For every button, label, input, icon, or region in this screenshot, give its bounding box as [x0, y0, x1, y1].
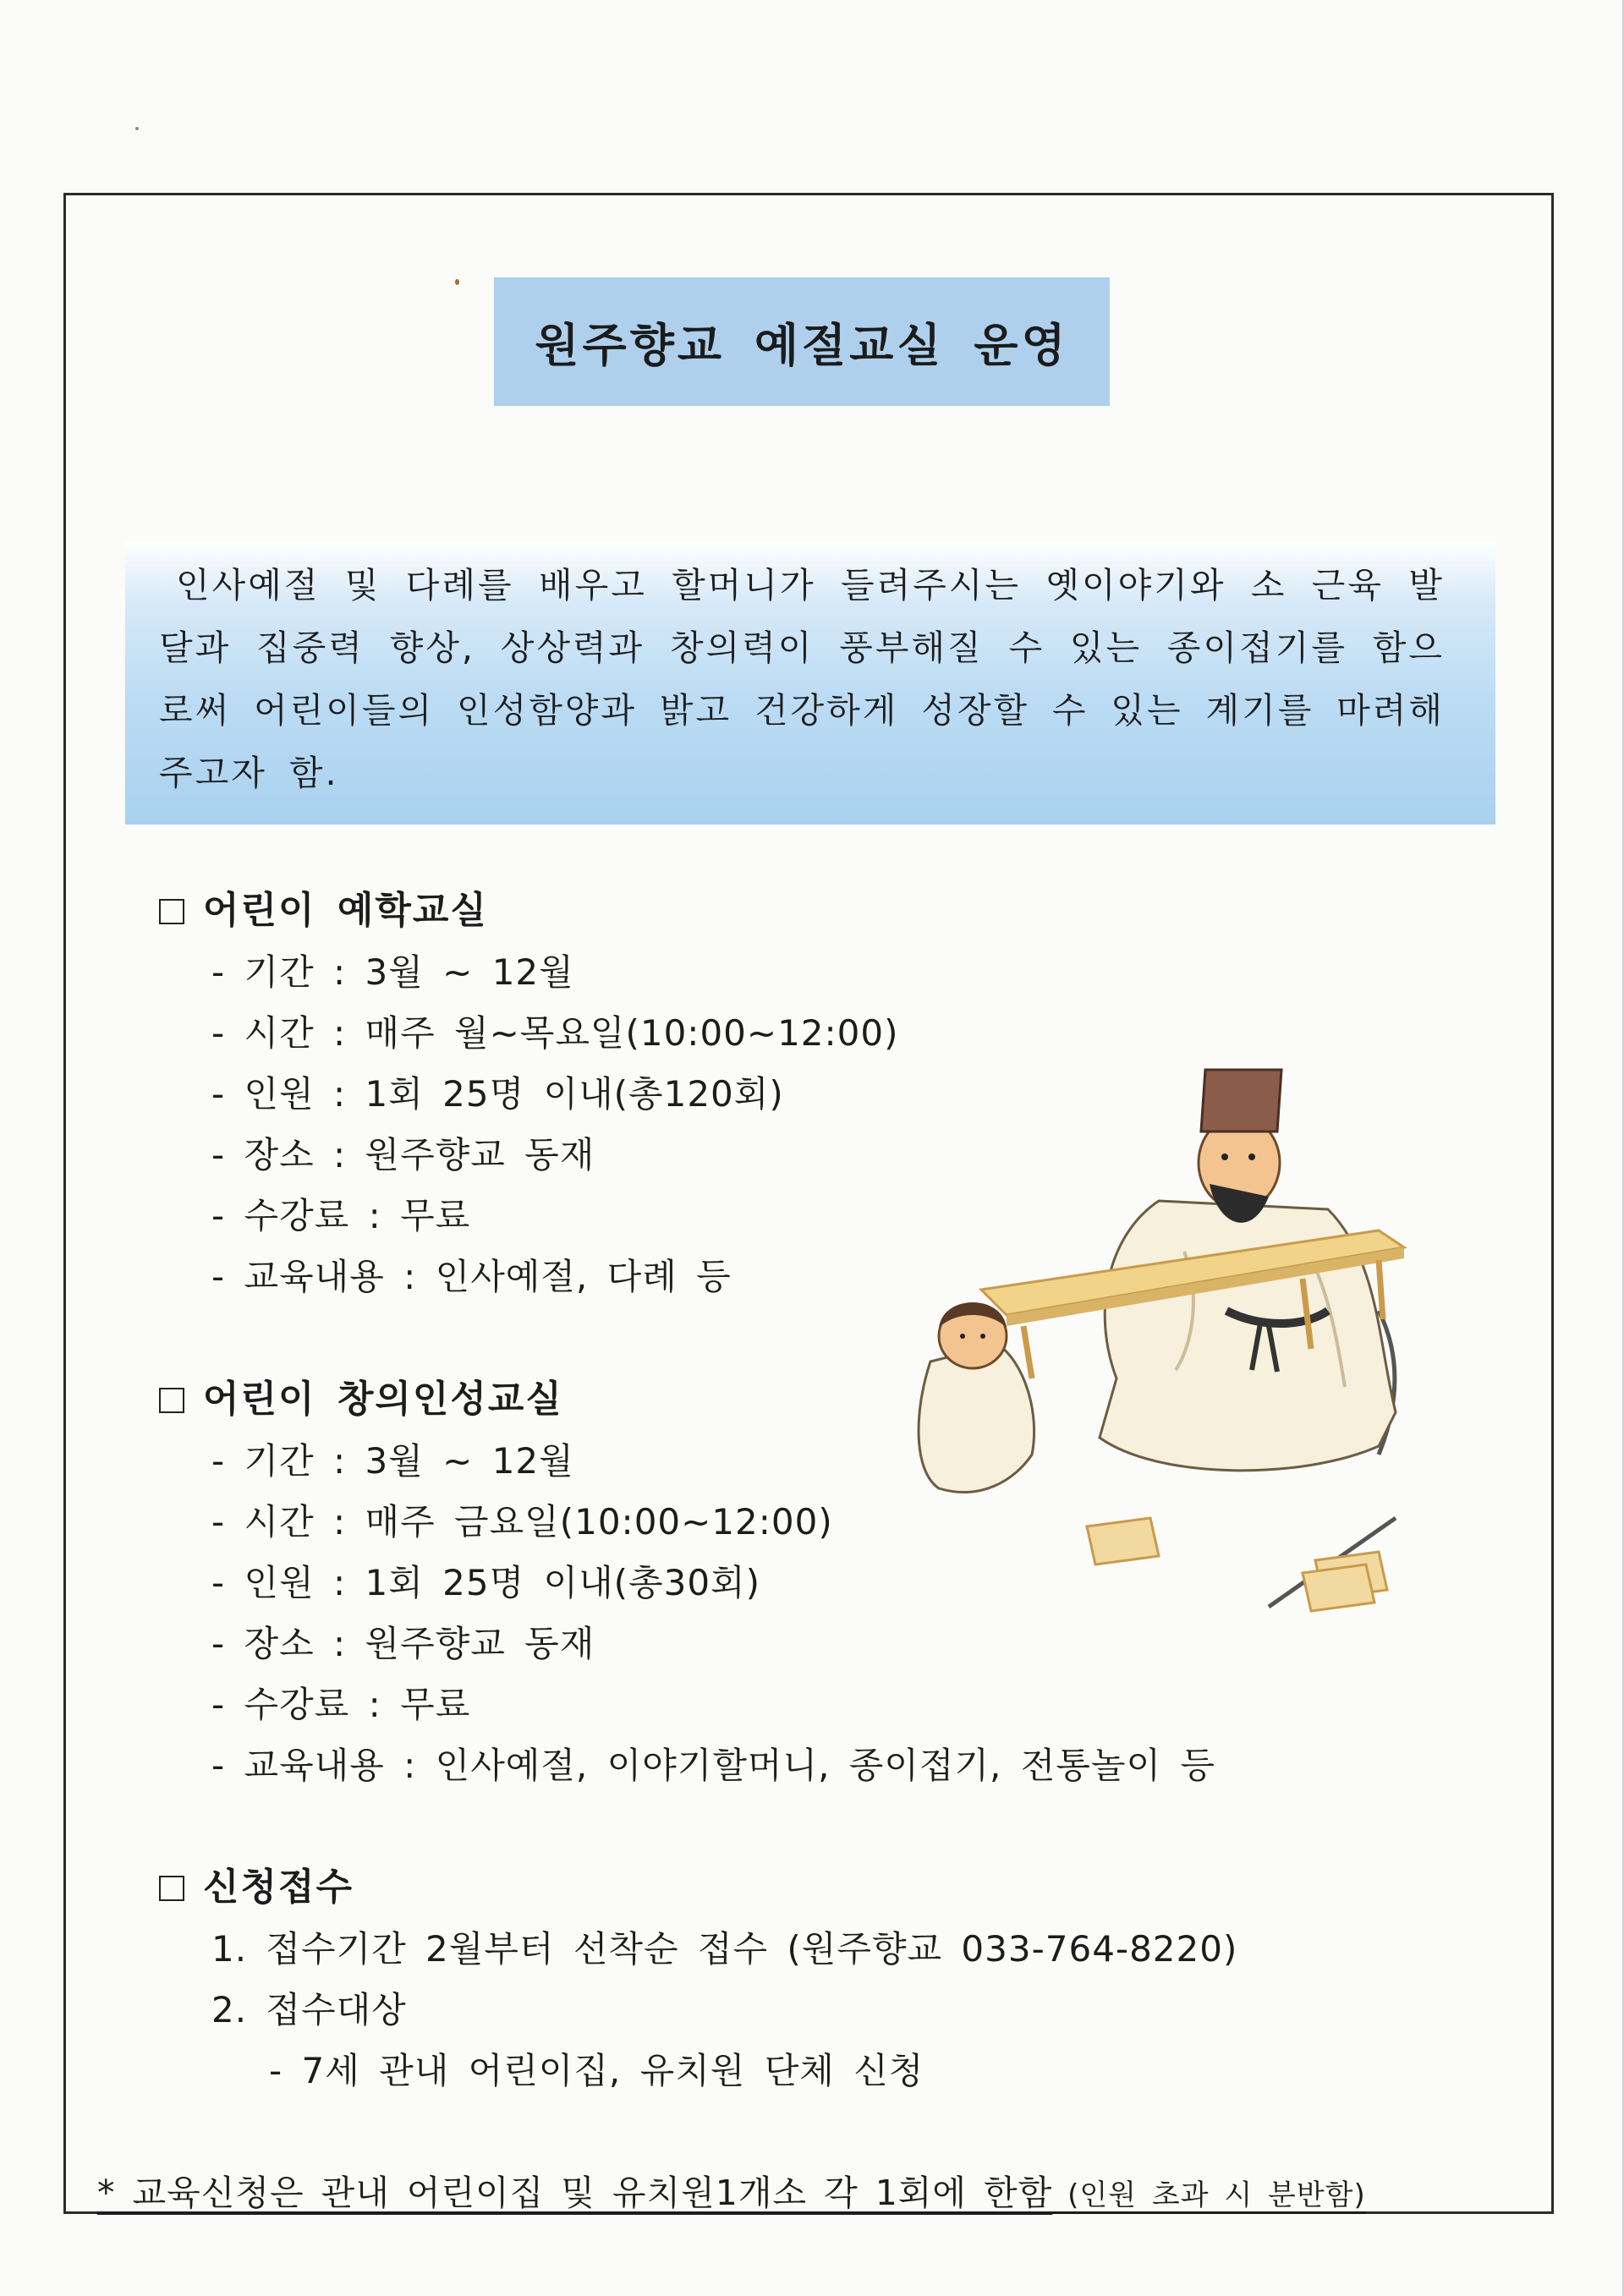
list-item: - 인원 : 1회 25명 이내(총120회) — [211, 1073, 784, 1115]
list-item: 2. 접수대상 — [211, 1989, 407, 2030]
list-item: - 기간 : 3월 ~ 12월 — [211, 951, 574, 993]
list-item: - 시간 : 매주 월~목요일(10:00~12:00) — [211, 1012, 899, 1054]
checkbox-square-icon — [159, 1388, 184, 1413]
list-item: - 장소 : 원주향교 동재 — [211, 1134, 595, 1175]
list-item: - 인원 : 1회 25명 이내(총30회) — [211, 1562, 761, 1603]
list-item: - 장소 : 원주향교 동재 — [211, 1623, 595, 1664]
section-heading — [159, 1856, 1512, 1919]
footnote-small: (인원 초과 시 분반함) — [1052, 2178, 1366, 2212]
intro-paragraph: 인사예절 및 다례를 배우고 할머니가 들려주시는 옛이야기와 소 근육 발달과 집중력 향상, 상상력과 창의력이 풍부해질 수 있는 종이접기를 함으로써 어린이들의 인성함양과 밝고 건강하게 성장할 수 있는 계기를 마려해 주고자 함. — [159, 565, 1445, 793]
footnote — [97, 2165, 1366, 2215]
checkbox-square-icon — [159, 899, 184, 924]
page-title: 원주향교 예절교실 운영 — [535, 318, 1069, 372]
section-heading-label: 어린이 예학교실 — [203, 889, 488, 932]
section-heading — [159, 879, 1512, 942]
list-item: - 교육내용 : 인사예절, 이야기할머니, 종이접기, 전통놀이 등 — [211, 1745, 1215, 1786]
seowon-teacher-and-child-icon — [905, 1057, 1463, 1632]
scan-speck — [135, 127, 139, 130]
list-item: - 시간 : 매주 금요일(10:00~12:00) — [211, 1501, 833, 1543]
section-application — [159, 1856, 1512, 2101]
list-item: - 기간 : 3월 ~ 12월 — [211, 1440, 574, 1482]
list-item: 1. 접수기간 2월부터 선착순 접수 (원주향교 033-764-8220) — [211, 1928, 1238, 1970]
list-item: - 수강료 : 무료 — [211, 1195, 471, 1236]
footnote-main: * 교육신청은 관내 어린이집 및 유치원1개소 각 1회에 한함 — [97, 2173, 1053, 2213]
list-item: - 수강료 : 무료 — [211, 1684, 471, 1725]
list-item: - 교육내용 : 인사예절, 다례 등 — [211, 1256, 732, 1297]
section-heading-label: 어린이 창의인성교실 — [203, 1378, 563, 1421]
list-item: - 7세 관내 어린이집, 유치원 단체 신청 — [269, 2050, 924, 2091]
section-heading-label: 신청접수 — [203, 1866, 354, 1909]
checkbox-square-icon — [159, 1876, 184, 1901]
title-banner — [494, 277, 1110, 406]
